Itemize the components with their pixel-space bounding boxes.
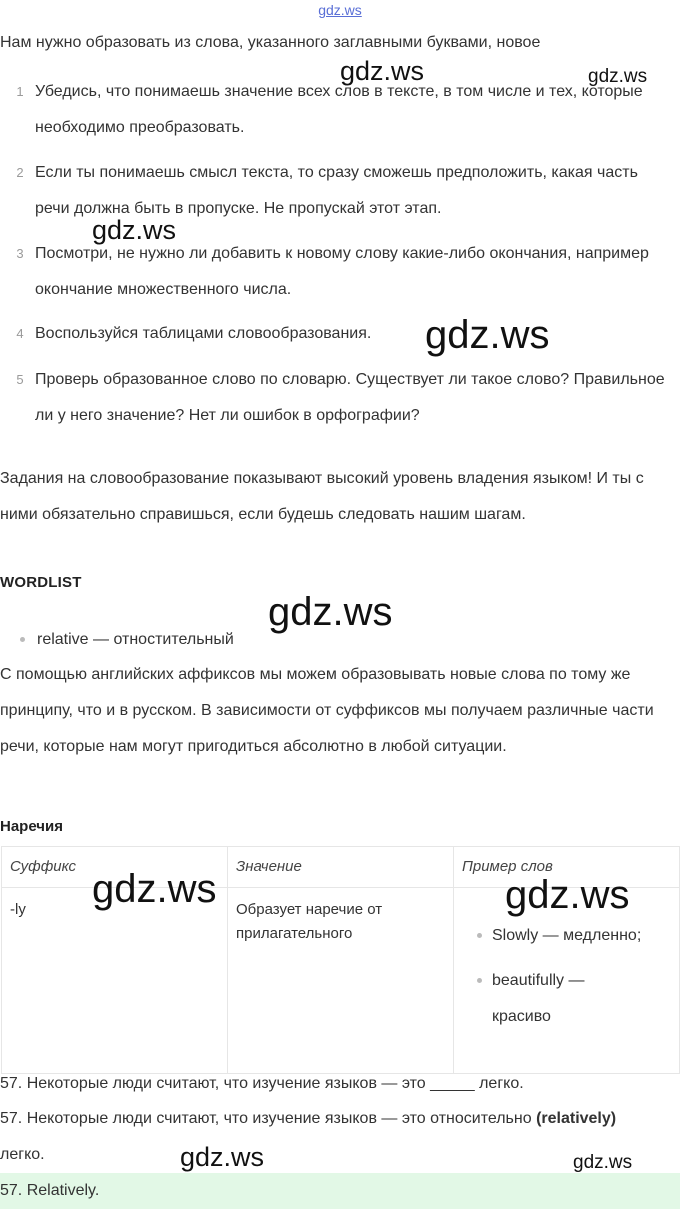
affixes-text: С помощью английских аффиксов мы можем образовывать новые слова по тому же принципу, что и в русском. В зависимости от суффиксов мы получаем различные части речи, которые нам могут пригодиться абсолютно в любой ситуации.	[0, 666, 654, 755]
step-item	[0, 362, 680, 434]
example-text: Slowly — медленно;	[492, 927, 642, 944]
header-suffix: Суффикс	[2, 847, 228, 888]
step-number: 2	[16, 165, 24, 180]
examples-list	[462, 918, 671, 1035]
intro-text: Нам нужно образовать из слова, указанного заглавными буквами, новое	[0, 34, 541, 51]
step-number: 4	[16, 326, 24, 341]
wordlist-item-text: relative — отностительный	[37, 631, 234, 648]
watermark-text: gdz.ws	[268, 590, 393, 634]
exercise-solution	[0, 1101, 640, 1173]
watermark-text: gdz.ws	[92, 215, 177, 245]
step-number: 5	[16, 372, 24, 387]
step-text: Воспользуйся таблицами словообразования.	[35, 325, 372, 342]
watermark-text: gdz.ws	[92, 867, 217, 911]
adverbs-heading: Наречия	[0, 818, 63, 835]
step-text: Проверь образованное слово по словарю. Существует ли такое слово? Правильное ли у него значение? Нет ли ошибок в орфографии?	[35, 371, 665, 424]
encouragement-text: Задания на словообразование показывают высокий уровень владения языком! И ты с ними обязательно справишься, если будешь следовать нашим шагам.	[0, 470, 644, 523]
watermark-top-link[interactable]: gdz.ws	[318, 2, 362, 18]
meaning-cell: Образует наречие от прилагательного	[228, 888, 454, 1074]
example-text: beautifully — красиво	[492, 972, 585, 1025]
watermark-text: gdz.ws	[425, 313, 550, 357]
watermark-text: gdz.ws	[505, 873, 630, 917]
solution-prefix: 57. Некоторые люди считают, что изучение языков — это относительно	[0, 1110, 532, 1127]
bullet-icon	[477, 978, 482, 983]
step-item	[0, 316, 680, 352]
step-text: Убедись, что понимаешь значение всех слов в тексте, в том числе и тех, которые необходимо преобразовать.	[35, 83, 643, 136]
solution-suffix: легко.	[0, 1146, 45, 1163]
watermark-text: gdz.ws	[180, 1142, 265, 1172]
exercise-task: 57. Некоторые люди считают, что изучение языков — это _____ легко.	[0, 1075, 524, 1092]
list-item	[477, 918, 671, 954]
answer-box	[0, 1173, 680, 1209]
bullet-icon	[477, 933, 482, 938]
answer-text: 57. Relatively.	[0, 1182, 100, 1199]
step-item	[0, 236, 680, 308]
solution-bold-word: (relatively)	[536, 1110, 617, 1127]
step-text: Если ты понимаешь смысл текста, то сразу сможешь предположить, какая часть речи должна быть в пропуске. Не пропускай этот этап.	[35, 164, 638, 217]
list-item	[477, 963, 671, 1035]
wordlist-item	[20, 622, 234, 658]
header-examples: Пример слов	[454, 847, 680, 888]
step-number: 1	[16, 84, 24, 99]
watermark-text: gdz.ws	[340, 56, 425, 86]
watermark-text: gdz.ws	[588, 66, 648, 87]
wordlist-heading: WORDLIST	[0, 574, 82, 591]
watermark-text: gdz.ws	[573, 1152, 633, 1173]
bullet-icon	[20, 637, 25, 642]
step-number: 3	[16, 246, 24, 261]
header-meaning: Значение	[228, 847, 454, 888]
step-text: Посмотри, не нужно ли добавить к новому слову какие-либо окончания, например окончание множественного числа.	[35, 245, 649, 298]
suffix-cell: -ly	[2, 888, 228, 1074]
